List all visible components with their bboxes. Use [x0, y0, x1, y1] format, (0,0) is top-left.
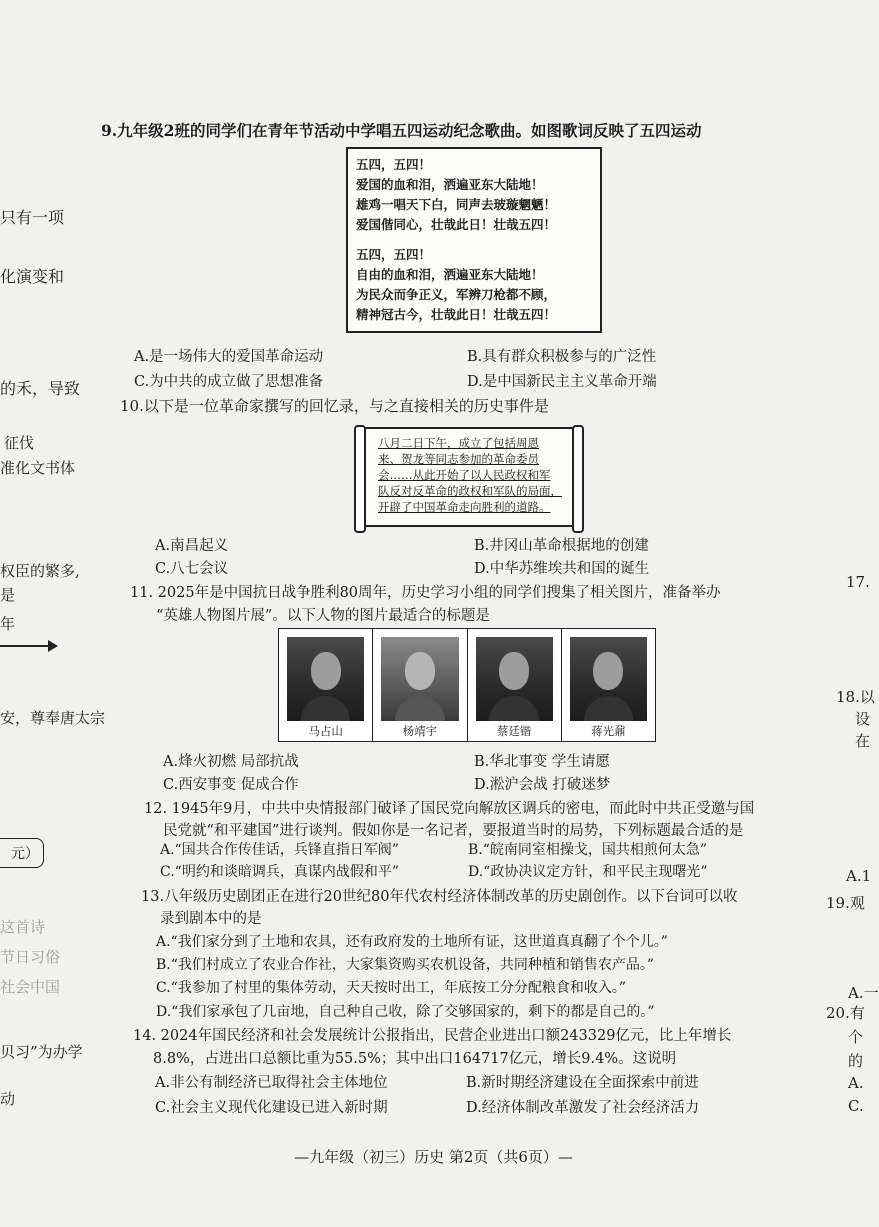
memoir-line: 来、贺龙等同志参加的革命委员 [378, 452, 539, 466]
question-11-line: 11. 2025年是中国抗日战争胜利80周年，历史学习小组的同学们搜集了相关图片，准备举办 [130, 585, 721, 601]
left-fragment: 年 [0, 615, 16, 633]
question-9-option-d[interactable]: D.是中国新民主主义革命开端 [467, 374, 657, 390]
left-fragment: 权臣的繁多, [0, 562, 80, 580]
left-fragment: 准化文书体 [0, 459, 76, 477]
question-12-option-d[interactable]: D.“政协决议定方针，和平民主现曙光” [468, 864, 708, 880]
question-14-option-c[interactable]: C.社会主义现代化建设已进入新时期 [155, 1100, 388, 1116]
question-13-option-b[interactable]: B.“我们村成立了农业合作社，大家集资购买农机设备，共同种植和销售农产品。” [156, 957, 655, 973]
left-box-fragment: 元） [0, 838, 44, 868]
question-14-line: 14. 2024年国民经济和社会发展统计公报指出，民营企业进出口额243329亿元，比上年增长 [133, 1028, 732, 1044]
question-14-option-b[interactable]: B.新时期经济建设在全面探索中前进 [466, 1075, 699, 1091]
right-fragment: 19.观 [826, 894, 865, 912]
question-10-option-b[interactable]: B.井冈山革命根据地的创建 [474, 538, 649, 554]
portrait-image [381, 637, 458, 721]
lyrics-line: 精神冠古今，壮哉此日！壮哉五四！ [356, 307, 557, 322]
right-fragment: 的 [848, 1052, 864, 1070]
right-fragment: 在 [855, 732, 871, 750]
left-fragment: 化演变和 [0, 267, 65, 286]
lyrics-line: 五四，五四！ [356, 157, 432, 172]
left-fragment: 只有一项 [0, 208, 65, 227]
right-fragment: 20.有 [826, 1004, 865, 1022]
hero-photo-strip [278, 628, 656, 742]
right-fragment: A.1 [846, 867, 872, 885]
question-11-line: “英雄人物图片展”。以下人物的图片最适合的标题是 [156, 608, 490, 624]
question-12-option-a[interactable]: A.“国共合作传佳话，兵锋直指日军阀” [160, 842, 399, 858]
question-12-line: 12. 1945年9月，中共中央情报部门破译了国民党向解放区调兵的密电，而此时中共正受邀与国 [144, 801, 755, 817]
question-13-option-d[interactable]: D.“我们家承包了几亩地，自己种自己收，除了交够国家的，剩下的都是自己的。” [156, 1004, 655, 1020]
question-9-option-b[interactable]: B.具有群众积极参与的广泛性 [467, 349, 657, 365]
right-fragment: 个 [848, 1028, 864, 1046]
question-13-option-a[interactable]: A.“我们家分到了土地和农具，还有政府发的土地所有证，这世道真真翻了个个儿。” [156, 934, 668, 950]
question-9-option-c[interactable]: C.为中共的成立做了思想准备 [134, 374, 324, 390]
lyrics-line: 爱国偕同心，壮哉此日！壮哉五四！ [356, 217, 557, 232]
right-fragment: 设 [855, 710, 871, 728]
left-faint-fragment: 节日习俗 [0, 948, 61, 966]
hero-photo [562, 629, 655, 741]
question-12-option-b[interactable]: B.“皖南同室相操戈，国共相煎何太急” [468, 842, 708, 858]
memoir-line: 八月二日下午，成立了包括周恩 [378, 436, 539, 450]
portrait-image [570, 637, 647, 721]
question-13-line: 13.八年级历史剧团正在进行20世纪80年代农村经济体制改革的历史剧创作。以下台词可以收 [141, 889, 738, 905]
photo-caption: 杨靖宇 [402, 724, 438, 738]
lyrics-line: 爱国的血和泪，洒遍亚东大陆地！ [356, 177, 544, 192]
question-10-option-c[interactable]: C.八七会议 [155, 561, 229, 577]
lyrics-line: 五四，五四！ [356, 247, 432, 262]
lyrics-line: 自由的血和泪，洒遍亚东大陆地！ [356, 267, 544, 282]
right-fragment: 18.以 [836, 688, 875, 706]
memoir-scroll [358, 427, 580, 527]
left-fragment: 安，尊奉唐太宗 [0, 709, 106, 727]
hero-photo [468, 629, 562, 741]
right-fragment: C. [848, 1097, 864, 1115]
photo-caption: 马占山 [308, 724, 343, 738]
hero-photo [373, 629, 467, 741]
left-fragment: 征伐 [4, 434, 35, 452]
photo-caption: 蔡廷锴 [496, 724, 532, 738]
left-fragment: 是 [0, 586, 16, 604]
left-fragment: 贝习”为办学 [0, 1043, 83, 1061]
left-fragment: 动 [0, 1090, 16, 1108]
question-10-option-d[interactable]: D.中华苏维埃共和国的诞生 [474, 561, 650, 577]
left-faint-fragment: 社会中国 [0, 978, 61, 996]
question-10-option-a[interactable]: A.南昌起义 [155, 538, 229, 554]
memoir-line: 会……从此开始了以人民政权和军 [378, 468, 551, 482]
right-fragment: 17. [846, 573, 870, 591]
question-9-option-a[interactable]: A.是一场伟大的爱国革命运动 [134, 349, 324, 365]
portrait-image [476, 637, 553, 721]
question-11-option-d[interactable]: D.淞沪会战 打破迷梦 [474, 777, 611, 793]
question-14-option-a[interactable]: A.非公有制经济已取得社会主体地位 [155, 1075, 388, 1091]
page-footer: —九年级（初三）历史 第2页（共6页）— [294, 1148, 573, 1166]
question-12-option-c[interactable]: C.“明约和谈暗调兵，真谋内战假和平” [160, 864, 399, 880]
question-14-option-d[interactable]: D.经济体制改革激发了社会经济活力 [466, 1100, 700, 1116]
question-9-title: 9.九年级2班的同学们在青年节活动中学唱五四运动纪念歌曲。如图歌词反映了五四运动 [101, 121, 702, 140]
portrait-image [287, 637, 364, 721]
timeline-arrow-fragment [0, 645, 56, 647]
memoir-line: 队反对反革命的政权和军队的局面， [378, 484, 562, 498]
memoir-line: 开辟了中国革命走向胜利的道路。 [378, 500, 551, 514]
left-faint-fragment: 这首诗 [0, 918, 46, 936]
question-10-title: 10.以下是一位革命家撰写的回忆录，与之直接相关的历史事件是 [120, 397, 549, 415]
right-fragment: A.一 [848, 984, 879, 1002]
photo-caption: 蒋光鼐 [591, 724, 626, 738]
hero-photo [279, 629, 373, 741]
question-11-option-c[interactable]: C.西安事变 促成合作 [163, 777, 299, 793]
question-13-option-c[interactable]: C.“我参加了村里的集体劳动，天天按时出工，年底按工分分配粮食和收入。” [156, 980, 626, 996]
question-13-line: 录到剧本中的是 [160, 911, 262, 927]
question-11-option-b[interactable]: B.华北事变 学生请愿 [474, 754, 610, 770]
lyrics-line: 雄鸡一唱天下白，同声去玻璇魍魉！ [356, 197, 557, 212]
lyrics-line: 为民众而争正义，军辨刀枪都不顾， [356, 287, 557, 302]
question-14-line: 8.8%，占进出口总额比重为55.5%；其中出口164717亿元，增长9.4%。这说明 [153, 1051, 677, 1067]
right-fragment: A. [848, 1074, 864, 1092]
question-12-line: 民党就“和平建国”进行谈判。假如你是一名记者，要报道当时的局势，下列标题最合适的是 [163, 823, 744, 839]
lyrics-box [346, 147, 602, 333]
left-fragment: 的禾，导致 [0, 379, 81, 398]
question-11-option-a[interactable]: A.烽火初燃 局部抗战 [163, 754, 299, 770]
